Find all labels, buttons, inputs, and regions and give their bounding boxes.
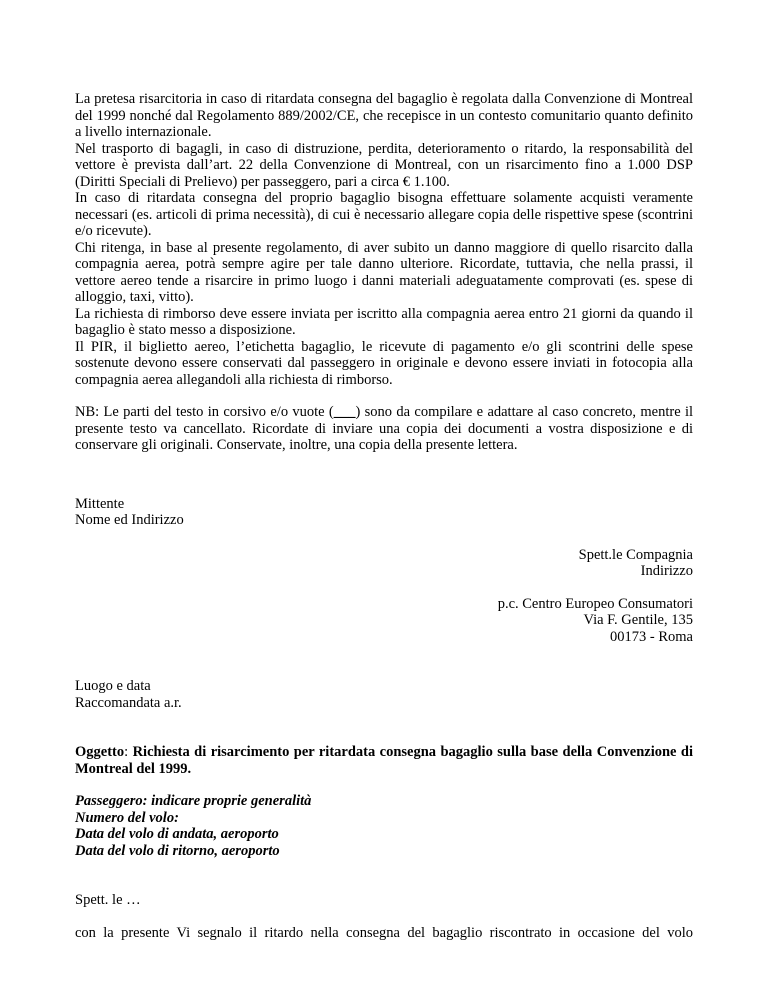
field-flight-number: Numero del volo: — [75, 809, 179, 826]
place-date-block — [75, 678, 693, 711]
cc-line: Via F. Gentile, 135 — [583, 612, 693, 628]
field-passenger: Passeggero: indicare proprie generalità — [75, 793, 312, 809]
intro-paragraph: Il PIR, il biglietto aereo, l’etichetta bagaglio, le ricevute di pagamento e/o gli scontrini delle spese sostenute devono essere conservati dal passeggero in originale e devono essere inviati in fotocopia alla compagnia aerea allegandoli alla richiesta di rimborso. — [75, 338, 693, 388]
field-return-flight: Data del volo di ritorno, aeroporto — [75, 842, 280, 859]
sender-name-address: Nome ed Indirizzo — [75, 512, 184, 528]
intro-paragraph: Nel trasporto di bagagli, in caso di distruzione, perdita, deterioramento o ritardo, la responsabilità del vettore è prevista dall’art. 22 della Convenzione di Montreal, con un risarcimento fino a 1.000 DSP (Diritti Speciali di Prelievo) per passeggero, pari a circa € 1.100. — [75, 140, 693, 190]
fields-block — [75, 793, 693, 859]
cc-line: 00173 - Roma — [610, 628, 693, 645]
place-date-line: Luogo e data — [75, 678, 151, 694]
registered-mail-line: Raccomandata a.r. — [75, 694, 182, 711]
cc-line: p.c. Centro Europeo Consumatori — [497, 595, 693, 612]
subject-text: Richiesta di risarcimento per ritardata consegna bagaglio sulla base della Convenzione di Montreal del 1999. — [75, 744, 693, 777]
intro-paragraph: In caso di ritardata consegna del proprio bagaglio bisogna effettuare solamente acquisti veramente necessari (es. articoli di prima necessità), di cui è necessario allegare copia delle rispettive spese (scontrini e/o ricevute). — [75, 190, 693, 239]
sender-block — [75, 496, 693, 529]
subject-label: Oggetto — [75, 744, 125, 760]
nb-note — [75, 404, 693, 454]
intro-section — [75, 91, 693, 388]
intro-paragraph: Chi ritenga, in base al presente regolamento, di aver subito un danno maggiore di quello risarcito dalla compagnia aerea, potrà sempre agire per tale danno ulteriore. Ricordate, tuttavia, che nella prassi, il vettore aereo tende a risarcire in primo luogo i danni materiali adeguatamente comprovati (es. spese di alloggio, taxi, vitto). — [75, 239, 693, 305]
intro-paragraph: La pretesa risarcitoria in caso di ritardata consegna del bagaglio è regolata dalla Convenzione di Montreal del 1999 nonché dal Regolamento 889/2002/CE, che recepisce in un contesto comunitario quanto definito a livello internazionale. — [75, 91, 693, 140]
letter-body: con la presente Vi segnalo il ritardo nella consegna del bagaglio riscontrato in occasione del volo — [75, 924, 693, 941]
cc-block — [75, 596, 693, 646]
intro-paragraph: La richiesta di rimborso deve essere inviata per iscritto alla compagnia aerea entro 21 giorni da quando il bagaglio è stato messo a disposizione. — [75, 305, 693, 338]
recipient-block — [75, 547, 693, 580]
recipient-line: Spett.le Compagnia — [578, 546, 693, 563]
subject-separator: : — [124, 744, 133, 760]
recipient-line: Indirizzo — [640, 563, 693, 579]
document-content — [75, 91, 693, 941]
nb-note-after: ) sono da compilare e adattare al caso concreto, mentre il presente testo va cancellato. Ricordate di inviare una copia dei documenti a vostra disposizione e di conservare gli originali. Conservate, inoltre, una copia della presente lettera. — [75, 404, 694, 453]
nb-note-blank: ___ — [333, 404, 356, 420]
subject-line — [75, 744, 693, 777]
field-outbound-flight: Data del volo di andata, aeroporto — [75, 826, 279, 842]
nb-note-before: NB: Le parti del testo in corsivo e/o vuote ( — [75, 404, 334, 420]
salutation: Spett. le … — [75, 892, 141, 908]
sender-label: Mittente — [75, 495, 125, 512]
